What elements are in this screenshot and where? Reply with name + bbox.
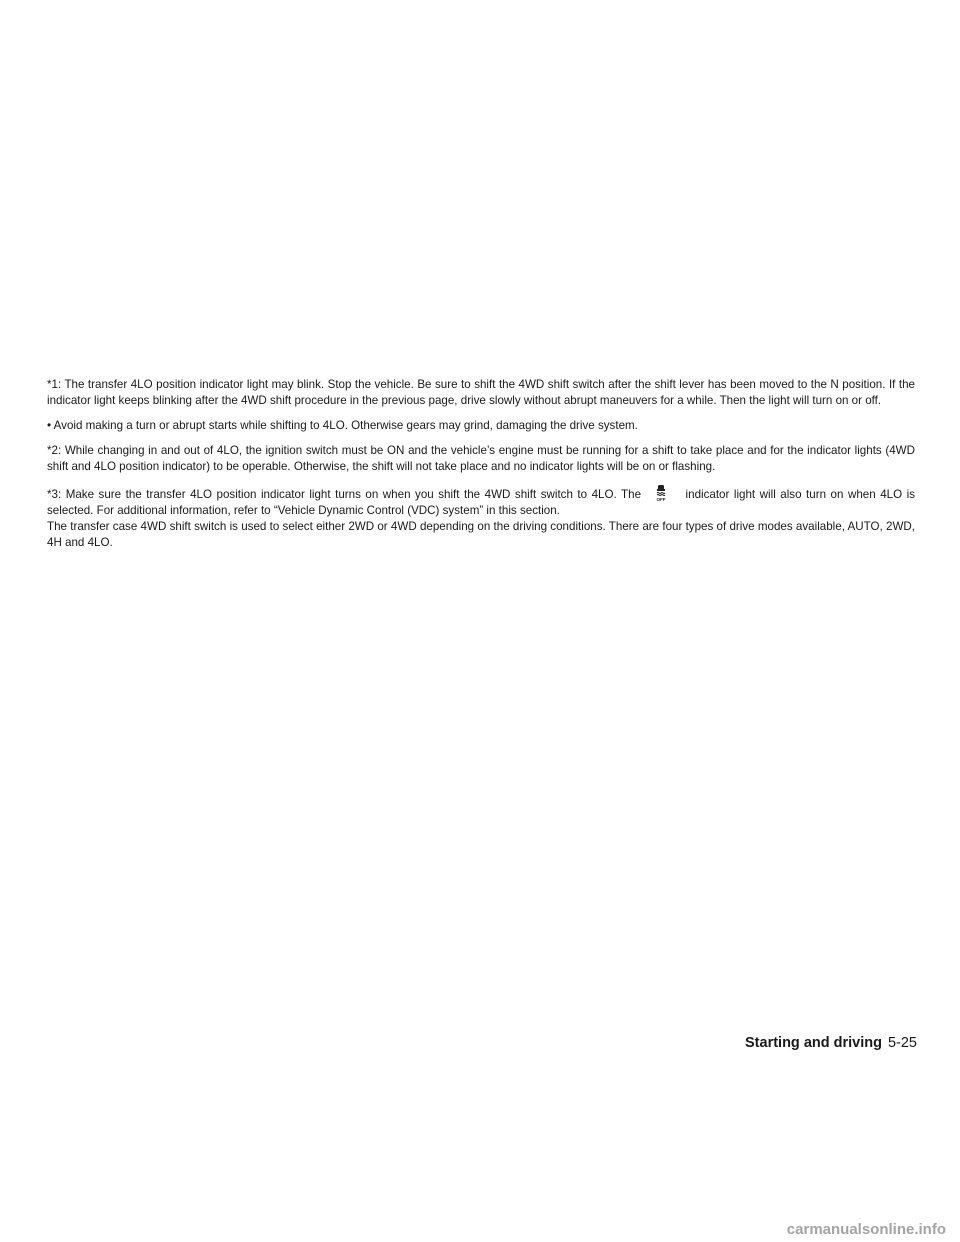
watermark: carmanualsonline.info bbox=[786, 1221, 946, 1238]
note-3-text-after: indicator light will also turn on when 4LO is selected. For additional information, refer to “Vehicle Dynamic Control (VDC) system” in this section. bbox=[47, 488, 915, 517]
section-title: Starting and driving bbox=[745, 1035, 882, 1051]
vdc-off-label: OFF bbox=[656, 497, 666, 502]
note-2: *2: While changing in and out of 4LO, the ignition switch must be ON and the vehicle’s engine must be running for a shift to take place and for the indicator lights (4WD shift and 4LO position indicator) to be operable. Otherwise, the shift will not take place and no indicator lights will be on or flashing. bbox=[47, 444, 915, 473]
note-1: *1: The transfer 4LO position indicator light may blink. Stop the vehicle. Be sure to shift the 4WD shift switch after the shift lever has been moved to the N position. If the indicator light keeps blinking after the 4WD shift procedure in the previous page, drive slowly without abrupt maneuvers for a while. Then the light will turn on or off. bbox=[47, 378, 915, 407]
page-number: 5-25 bbox=[887, 1035, 917, 1051]
note-3 bbox=[47, 484, 915, 519]
intro-paragraph: The transfer case 4WD shift switch is used to select either 2WD or 4WD depending on the driving conditions. There are four types of drive modes available, AUTO, 2WD, 4H and 4LO. bbox=[47, 520, 915, 549]
page-footer bbox=[745, 1035, 917, 1051]
vdc-off-icon bbox=[641, 484, 681, 500]
note-3-text-before: *3: Make sure the transfer 4LO position indicator light turns on when you shift the 4WD shift switch to 4LO. The bbox=[47, 488, 642, 501]
manual-text-block bbox=[47, 377, 915, 551]
bullet-note: • Avoid making a turn or abrupt starts while shifting to 4LO. Otherwise gears may grind, damaging the drive system. bbox=[47, 419, 638, 432]
